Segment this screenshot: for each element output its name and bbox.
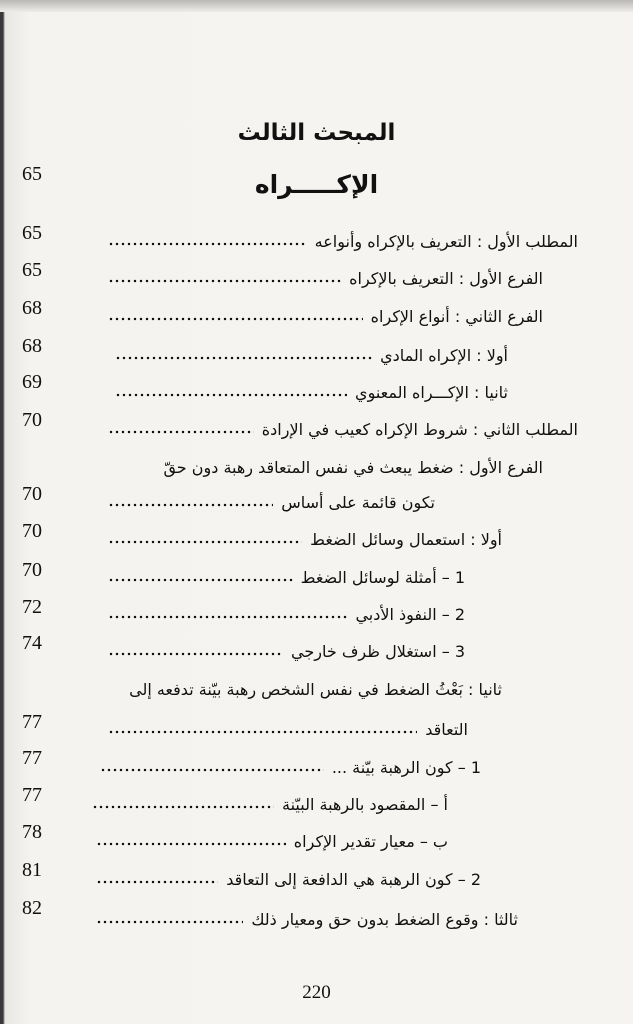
- toc-entry: [115, 346, 508, 365]
- chapter-page-number: 65: [22, 163, 42, 185]
- toc-entry: [108, 493, 435, 512]
- toc-entry: [163, 458, 543, 477]
- dot-leader: [108, 652, 283, 656]
- dot-leader: [96, 920, 243, 924]
- toc-page-number: 82: [22, 897, 42, 919]
- toc-entry: [108, 568, 465, 587]
- toc-page-number: 77: [22, 747, 42, 769]
- toc-page-number: 68: [22, 297, 42, 319]
- dot-leader: [108, 279, 341, 283]
- toc-entry-text: ثانيا : بَعْثُ الضغط في نفس الشخص رهبة بيّنة تدفعه إلى: [129, 680, 502, 699]
- toc-entry-text: 1 – كون الرهبة بيّنة ...: [331, 758, 481, 777]
- toc-page-number: 74: [22, 632, 42, 654]
- toc-entry-text: 1 – أمثلة لوسائل الضغط: [300, 568, 465, 587]
- toc-entry: [108, 642, 465, 661]
- dot-leader: [92, 805, 274, 809]
- page-number: 220: [302, 982, 331, 1003]
- toc-entry-text: الفرع الأول : التعريف بالإكراه: [349, 269, 543, 288]
- toc-entry: [108, 232, 578, 251]
- toc-page-number: 65: [22, 222, 42, 244]
- toc-entry: [96, 832, 448, 851]
- dot-leader: [108, 242, 307, 246]
- toc-entry: [92, 795, 448, 814]
- toc-entry-text: تكون قائمة على أساس: [281, 493, 435, 512]
- toc-entry-text: ب – معيار تقدير الإكراه: [293, 832, 448, 851]
- toc-entry: [108, 307, 543, 326]
- toc-page-number: 70: [22, 409, 42, 431]
- dot-leader: [100, 768, 324, 772]
- page-top-edge: [0, 0, 633, 12]
- toc-page-number: 77: [22, 784, 42, 806]
- toc-entry-text: الفرع الأول : ضغط يبعث في نفس المتعاقد رهبة دون حقّ: [163, 458, 543, 477]
- toc-entry: [115, 383, 508, 402]
- dot-leader: [115, 356, 372, 360]
- toc-page-number: 72: [22, 596, 42, 618]
- toc-page-number: 65: [22, 259, 42, 281]
- toc-entry: [108, 605, 465, 624]
- toc-entry-text: ثانيا : الإكـــراه المعنوي: [355, 383, 508, 402]
- toc-page-number: 68: [22, 335, 42, 357]
- toc-page-number: 70: [22, 559, 42, 581]
- chapter-title: الإكـــــراه: [254, 170, 379, 199]
- toc-entry-text: التعاقد: [425, 720, 468, 739]
- toc-page-number: 70: [22, 483, 42, 505]
- dot-leader: [108, 615, 347, 619]
- dot-leader: [96, 842, 286, 846]
- toc-entry: [129, 680, 502, 699]
- toc-entry: [108, 420, 578, 439]
- dot-leader: [108, 430, 254, 434]
- dot-leader: [108, 503, 273, 507]
- dot-leader: [96, 880, 218, 884]
- toc-page-number: 69: [22, 371, 42, 393]
- toc-entry-text: أولا : الإكراه المادي: [380, 346, 508, 365]
- toc-page-number: 77: [22, 711, 42, 733]
- dot-leader: [108, 317, 363, 321]
- toc-page-number: 70: [22, 520, 42, 542]
- section-title: المبحث الثالث: [237, 120, 396, 146]
- toc-entry: [108, 720, 468, 739]
- toc-entry-text: 3 – استغلال ظرف خارجي: [291, 642, 465, 661]
- toc-entry: [108, 269, 543, 288]
- toc-entry-text: المطلب الثاني : شروط الإكراه كعيب في الإرادة: [261, 420, 578, 439]
- toc-entry-text: 2 – النفوذ الأدبي: [355, 605, 465, 624]
- toc-entry-text: أولا : استعمال وسائل الضغط: [310, 530, 502, 549]
- toc-entry: [108, 530, 502, 549]
- toc-entry: [96, 870, 481, 889]
- toc-entry-text: المطلب الأول : التعريف بالإكراه وأنواعه: [314, 232, 578, 251]
- toc-entry-text: أ – المقصود بالرهبة البيّنة: [282, 795, 448, 814]
- dot-leader: [108, 540, 302, 544]
- toc-entry-text: 2 – كون الرهبة هي الدافعة إلى التعاقد: [226, 870, 481, 889]
- dot-leader: [115, 393, 347, 397]
- toc-entry: [100, 758, 481, 777]
- toc-entry: [96, 910, 518, 929]
- toc-entry-text: ثالثا : وقوع الضغط بدون حق ومعيار ذلك: [251, 910, 518, 929]
- toc-entry-text: الفرع الثاني : أنواع الإكراه: [370, 307, 543, 326]
- toc-page-number: 78: [22, 821, 42, 843]
- dot-leader: [108, 578, 293, 582]
- toc-page-number: 81: [22, 859, 42, 881]
- dot-leader: [108, 730, 417, 734]
